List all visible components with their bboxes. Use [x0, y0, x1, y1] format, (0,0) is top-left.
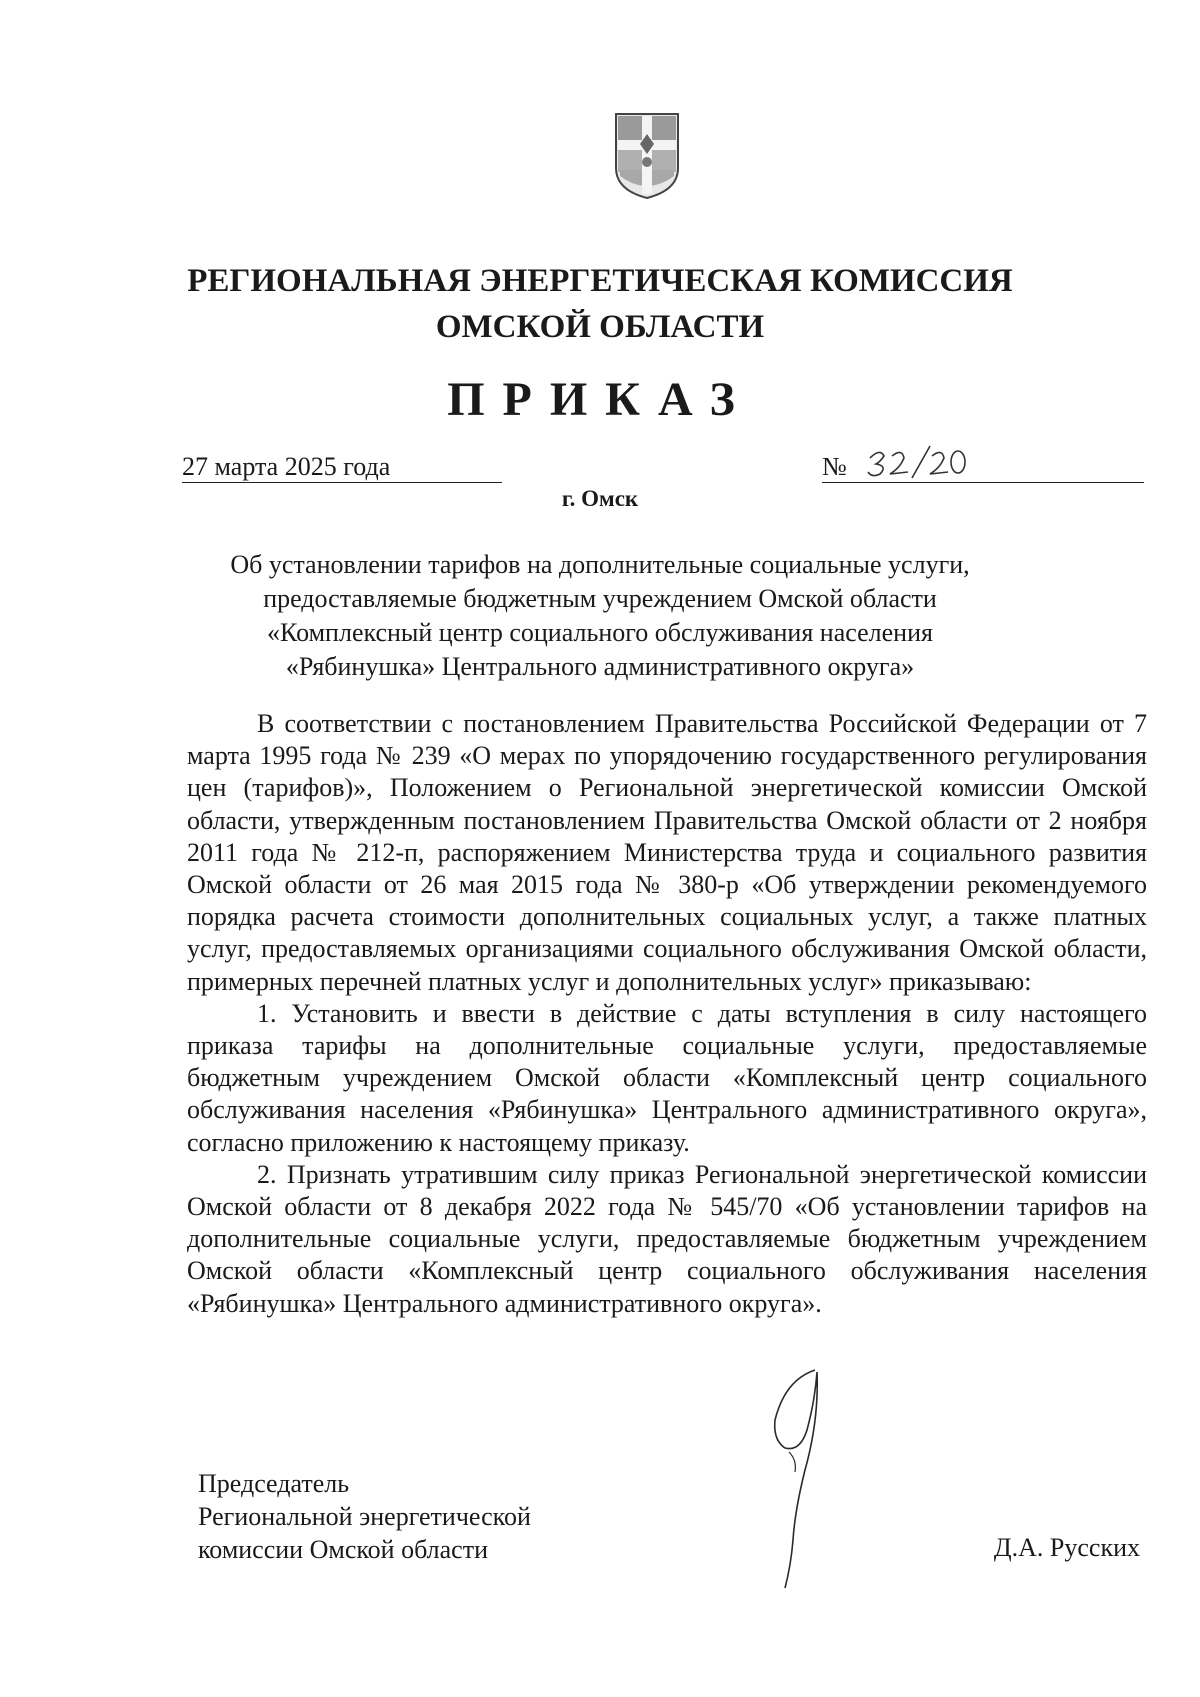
signer-line: комиссии Омской области	[198, 1535, 488, 1564]
signer-line: Председатель	[198, 1469, 350, 1498]
signature	[745, 1360, 855, 1590]
document-subject	[190, 548, 1010, 684]
org-line-1: РЕГИОНАЛЬНАЯ ЭНЕРГЕТИЧЕСКАЯ КОМИССИЯ	[187, 263, 1013, 299]
document-body	[187, 708, 1147, 1320]
subject-line: Об установлении тарифов на дополнительные социальные услуги,	[230, 550, 970, 579]
order-item-2: 2. Признать утратившим силу приказ Региональной энергетической комиссии Омской области от 8 декабря 2022 года № 545/70 «Об установлении тарифов на дополнительные социальные услуги, предоставляемые бюджетным учреждением Омской области «Комплексный центр социального обслуживания населения «Рябинушка» Центрального административного округа».	[187, 1159, 1147, 1318]
organization-name	[150, 258, 1050, 350]
signer-position	[198, 1467, 531, 1566]
subject-line: «Рябинушка» Центрального административного округа»	[285, 652, 915, 681]
org-line-2: ОМСКОЙ ОБЛАСТИ	[435, 309, 765, 345]
subject-line: «Комплексный центр социального обслуживания населения	[267, 618, 933, 647]
document-date: 27 марта 2025 года	[182, 452, 502, 483]
order-item-1: 1. Установить и ввести в действие с даты вступления в силу настоящего приказа тарифы на дополнительные социальные услуги, предоставляемые бюджетным учреждением Омской области «Комплексный центр социального обслуживания населения «Рябинушка» Центрального административного округа», согласно приложению к настоящему приказу.	[187, 998, 1147, 1157]
number-prefix: №	[822, 452, 847, 481]
handwritten-number	[862, 440, 972, 482]
document-number	[822, 452, 1144, 483]
signer-line: Региональной энергетической	[198, 1502, 531, 1531]
document-type-title: ПРИКАЗ	[447, 373, 753, 426]
preamble-paragraph: В соответствии с постановлением Правительства Российской Федерации от 7 марта 1995 года № 239 «О мерах по упорядочению государственного регулирования цен (тарифов)», Положением о Региональной энергетической комиссии Омской области, утвержденным постановлением Правительства Омской области от 2 ноября 2011 года № 212-п, распоряжением Министерства труда и социального развития Омской области от 26 мая 2015 года № 380-р «Об утверждении рекомендуемого порядка расчета стоимости дополнительных социальных услуг, а также платных услуг, предоставляемых организациями социального обслуживания Омской области, примерных перечней платных услуг и дополнительных услуг» приказываю:	[187, 709, 1147, 996]
coat-of-arms-icon	[612, 110, 682, 202]
signer-name: Д.А. Русских	[993, 1533, 1140, 1562]
subject-line: предоставляемые бюджетным учреждением Омской области	[263, 584, 937, 613]
city: г. Омск	[561, 486, 639, 511]
